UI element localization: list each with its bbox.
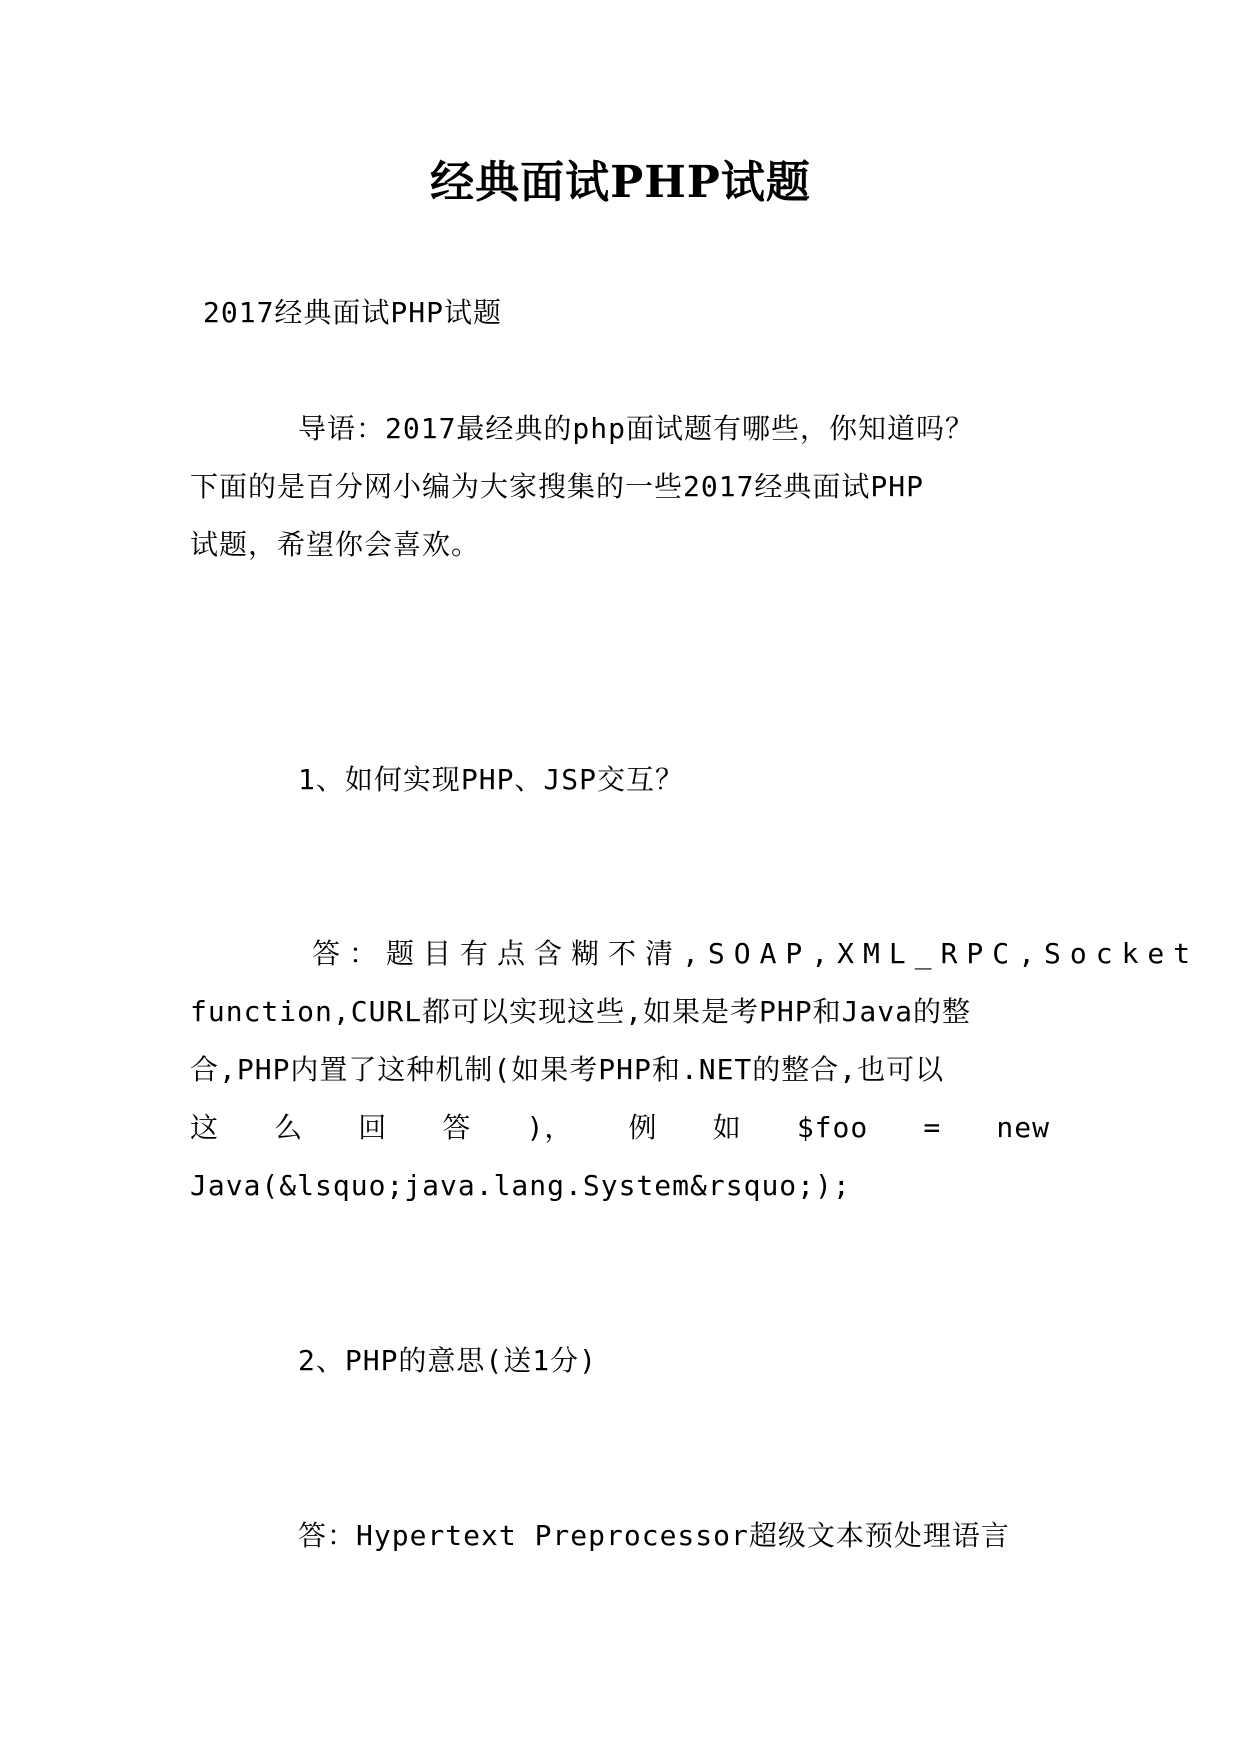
intro-line-1: 导语：2017最经典的php面试题有哪些，你知道吗？ bbox=[298, 412, 975, 445]
answer-1-word: $foo bbox=[796, 1111, 869, 1144]
answer-1-line-5: Java(&lsquo;java.lang.System&rsquo;); bbox=[190, 1169, 851, 1202]
answer-1-line-2: function,CURL都可以实现这些,如果是考PHP和Java的整 bbox=[190, 995, 972, 1028]
answer-1-word: )， bbox=[526, 1111, 574, 1144]
answer-1-word: 如 bbox=[712, 1111, 742, 1144]
answer-1-line-4 bbox=[190, 1099, 1050, 1157]
answer-1-line-1: 答：题目有点含糊不清,SOAP,XML_RPC,Socket bbox=[312, 937, 1200, 970]
answer-1-word: new bbox=[996, 1111, 1050, 1144]
answer-1-word: 么 bbox=[274, 1111, 304, 1144]
answer-1-word: 答 bbox=[442, 1111, 472, 1144]
question-2: 2、PHP的意思(送1分) bbox=[298, 1344, 598, 1377]
document-subtitle: 2017经典面试PHP试题 bbox=[203, 296, 503, 329]
answer-1-word: 这 bbox=[190, 1111, 220, 1144]
intro-line-3: 试题，希望你会喜欢。 bbox=[190, 528, 481, 561]
answer-1-word: 例 bbox=[628, 1111, 658, 1144]
answer-2: 答：Hypertext Preprocessor超级文本预处理语言 bbox=[298, 1519, 1010, 1552]
document-title: 经典面试PHP试题 bbox=[430, 157, 811, 208]
answer-1-word: = bbox=[923, 1111, 942, 1144]
answer-1-line-3: 合,PHP内置了这种机制(如果考PHP和.NET的整合,也可以 bbox=[190, 1053, 945, 1086]
answer-1-word: 回 bbox=[358, 1111, 388, 1144]
intro-line-2: 下面的是百分网小编为大家搜集的一些2017经典面试PHP bbox=[190, 470, 925, 503]
question-1: 1、如何实现PHP、JSP交互？ bbox=[298, 763, 685, 796]
